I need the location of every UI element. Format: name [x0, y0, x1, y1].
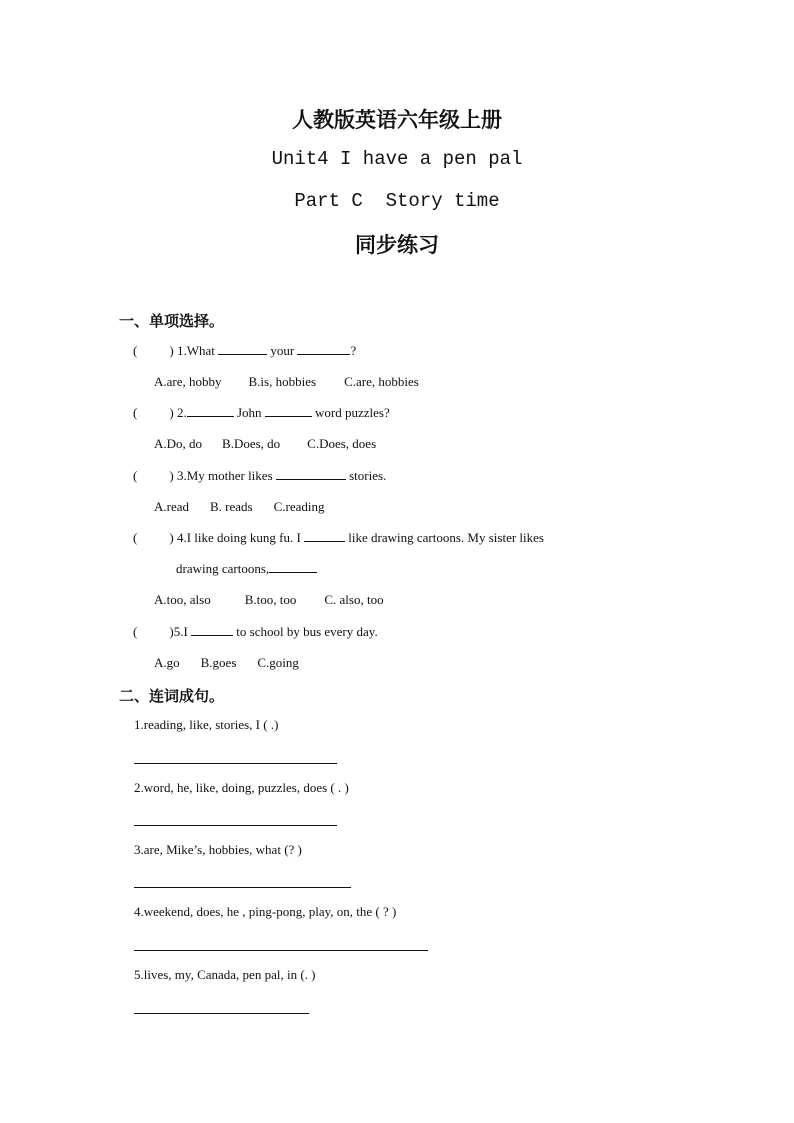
answer-blank[interactable]: [276, 468, 346, 480]
question-4-continuation: [176, 561, 317, 577]
answer-paren-open: (: [133, 530, 138, 545]
answer-line-1[interactable]: [134, 763, 337, 764]
exercise-subtitle: 同步练习: [355, 233, 439, 257]
option-c[interactable]: C.are, hobbies: [344, 374, 419, 389]
option-c[interactable]: C.Does, does: [307, 436, 377, 451]
option-a[interactable]: A.read: [154, 499, 190, 514]
question-text: 5.I: [173, 624, 192, 639]
answer-line-5[interactable]: [134, 1013, 309, 1014]
answer-paren-close: ): [169, 343, 174, 358]
question-text: 2.: [176, 405, 187, 420]
question-4: [133, 530, 544, 546]
answer-paren-open: (: [133, 405, 138, 420]
sentence-item-1: 1.reading, like, stories, I ( .): [134, 717, 279, 732]
option-a[interactable]: A.Do, do: [154, 436, 203, 451]
answer-paren-close: ): [169, 530, 174, 545]
answer-blank[interactable]: [187, 405, 234, 417]
question-4-options: [154, 592, 384, 608]
question-text: word puzzles?: [311, 405, 390, 420]
answer-paren-close: ): [169, 468, 174, 483]
answer-paren-close: ): [169, 405, 174, 420]
answer-line-3[interactable]: [134, 887, 351, 888]
answer-blank[interactable]: [218, 343, 267, 355]
document-title: 人教版英语六年级上册: [292, 108, 502, 132]
answer-blank[interactable]: [304, 530, 345, 542]
question-text: John: [233, 405, 265, 420]
sentence-item-4: 4.weekend, does, he , ping-pong, play, on, the ( ? ): [134, 904, 397, 919]
answer-paren-close: ): [169, 624, 174, 639]
answer-blank[interactable]: [269, 561, 317, 573]
question-text: 1.What: [176, 343, 219, 358]
question-5: [133, 624, 378, 640]
option-c[interactable]: C.going: [257, 655, 299, 670]
sentence-item-3: 3.are, Mike’s, hobbies, what (? ): [134, 842, 302, 857]
sentence-item-5: 5.lives, my, Canada, pen pal, in (. ): [134, 967, 316, 982]
option-b[interactable]: B.goes: [200, 655, 237, 670]
option-c[interactable]: C.reading: [273, 499, 325, 514]
question-text: your: [267, 343, 298, 358]
answer-paren-open: (: [133, 624, 138, 639]
question-text: ?: [350, 343, 357, 358]
question-text: to school by bus every day.: [233, 624, 378, 639]
question-1: [133, 343, 356, 359]
part-title: Part C Story time: [294, 190, 500, 212]
option-a[interactable]: A.are, hobby: [154, 374, 222, 389]
option-b[interactable]: B.is, hobbies: [248, 374, 317, 389]
question-5-options: [154, 655, 299, 671]
question-3: [133, 468, 386, 484]
option-b[interactable]: B.Does, do: [222, 436, 281, 451]
question-text: drawing cartoons,: [176, 561, 270, 576]
question-text: like drawing cartoons. My sister likes: [345, 530, 544, 545]
answer-line-2[interactable]: [134, 825, 337, 826]
question-1-options: [154, 374, 419, 390]
question-2-options: [154, 436, 376, 452]
option-a[interactable]: A.too, also: [154, 592, 211, 607]
answer-paren-open: (: [133, 468, 138, 483]
option-b[interactable]: B.too, too: [244, 592, 297, 607]
section-heading-choice: 一、单项选择。: [119, 314, 225, 330]
answer-paren-open: (: [133, 343, 138, 358]
question-text: stories.: [345, 468, 387, 483]
question-text: 4.I like doing kung fu. I: [176, 530, 305, 545]
option-c[interactable]: C. also, too: [324, 592, 384, 607]
answer-blank[interactable]: [265, 405, 312, 417]
question-3-options: [154, 499, 325, 515]
answer-blank[interactable]: [297, 343, 350, 355]
question-2: [133, 405, 390, 421]
sentence-item-2: 2.word, he, like, doing, puzzles, does ( . ): [134, 780, 349, 795]
answer-line-4[interactable]: [134, 950, 428, 951]
section-heading-sentences: 二、连词成句。: [119, 689, 225, 705]
option-b[interactable]: B. reads: [210, 499, 253, 514]
question-text: 3.My mother likes: [176, 468, 276, 483]
option-a[interactable]: A.go: [154, 655, 180, 670]
unit-title: Unit4 I have a pen pal: [271, 148, 523, 170]
answer-blank[interactable]: [191, 624, 233, 636]
